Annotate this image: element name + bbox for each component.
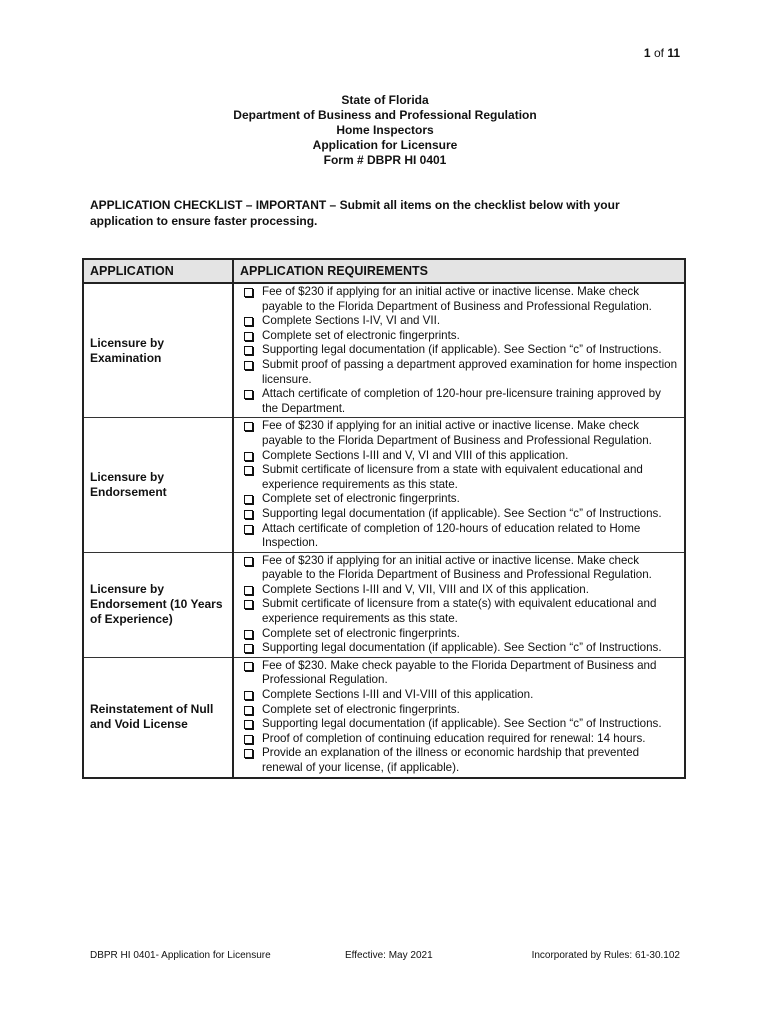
requirement-item	[238, 627, 680, 642]
requirements-cell	[233, 552, 685, 657]
requirement-text: Supporting legal documentation (if applicable). See Section “c” of Instructions.	[262, 717, 662, 731]
title-state: State of Florida	[341, 93, 429, 107]
requirement-text: Attach certificate of completion of 120-hours of education related to Home Inspection.	[262, 521, 641, 550]
checkbox-icon	[244, 466, 253, 475]
checkbox-icon	[244, 361, 253, 370]
requirements-cell	[233, 283, 685, 418]
title-application: Application for Licensure	[312, 138, 458, 152]
page-current: 1	[643, 46, 651, 60]
checkbox-icon	[244, 735, 253, 744]
checkbox-icon	[244, 706, 253, 715]
requirements-list	[238, 419, 680, 550]
requirement-item	[238, 419, 680, 448]
checkbox-icon	[244, 332, 253, 341]
application-type-label: Licensure by Examination	[83, 283, 233, 418]
checkbox-icon	[244, 452, 253, 461]
application-type-label: Licensure by Endorsement	[83, 418, 233, 552]
requirement-text: Complete set of electronic fingerprints.	[262, 626, 460, 640]
checkbox-icon	[244, 630, 253, 639]
requirement-text: Submit certificate of licensure from a state(s) with equivalent educational and experience requirements as this state.	[262, 597, 657, 626]
requirement-text: Fee of $230 if applying for an initial active or inactive license. Make check payable to the Florida Department of Business and Professional Regulation.	[262, 285, 652, 313]
checkbox-icon	[244, 557, 253, 566]
requirement-item	[238, 688, 680, 703]
footer-rules: Incorporated by Rules: 61-30.102	[531, 950, 680, 961]
requirement-item	[238, 554, 680, 583]
requirement-text: Complete Sections I-IV, VI and VII.	[262, 314, 441, 328]
requirements-list	[238, 554, 680, 656]
checkbox-icon	[244, 525, 253, 534]
requirement-text: Complete Sections I-III and V, VII, VIII and IX of this application.	[262, 582, 589, 596]
requirement-text: Submit proof of passing a department approved examination for home inspection licensure.	[262, 357, 678, 386]
requirement-item	[238, 285, 680, 314]
requirement-item	[238, 449, 680, 464]
requirement-item	[238, 641, 680, 656]
column-header-application: APPLICATION	[83, 259, 233, 283]
requirement-item	[238, 703, 680, 718]
checkbox-icon	[244, 691, 253, 700]
requirement-text: Fee of $230. Make check payable to the Florida Department of Business and Professional Regulation.	[262, 658, 657, 687]
requirement-item	[238, 329, 680, 344]
requirement-item	[238, 659, 680, 688]
form-title-block	[0, 93, 770, 168]
checkbox-icon	[244, 346, 253, 355]
table-row	[83, 657, 685, 777]
checkbox-icon	[244, 495, 253, 504]
application-type-label: Reinstatement of Null and Void License	[83, 657, 233, 777]
requirement-text: Fee of $230 if applying for an initial active or inactive license. Make check payable to the Florida Department of Business and Professional Regulation.	[262, 419, 652, 447]
requirement-text: Attach certificate of completion of 120-hour pre-licensure training approved by the Department.	[262, 387, 661, 415]
page-total: 11	[667, 46, 680, 60]
checkbox-icon	[244, 288, 253, 297]
table-header-row	[83, 259, 685, 283]
requirement-text: Fee of $230 if applying for an initial active or inactive license. Make check payable to the Florida Department of Business and Professional Regulation.	[262, 553, 652, 582]
requirement-text: Submit certificate of licensure from a state with equivalent educational and experience requirements as this state.	[262, 463, 643, 491]
application-type-label: Licensure by Endorsement (10 Years of Experience)	[83, 552, 233, 657]
checkbox-icon	[244, 390, 253, 399]
checkbox-icon	[244, 644, 253, 653]
checkbox-icon	[244, 586, 253, 595]
requirement-text: Supporting legal documentation (if applicable). See Section “c” of Instructions.	[262, 641, 662, 655]
requirement-text: Provide an explanation of the illness or economic hardship that prevented renewal of your license, (if applicable).	[262, 746, 640, 774]
requirement-text: Supporting legal documentation (if applicable). See Section “c” of Instructions.	[262, 506, 662, 520]
table-row	[83, 418, 685, 552]
page-of: of	[653, 46, 664, 60]
requirement-item	[238, 746, 680, 775]
requirement-text: Complete Sections I-III and V, VI and VIII of this application.	[262, 448, 569, 462]
requirements-list	[238, 285, 680, 416]
requirement-text: Complete set of electronic fingerprints.	[262, 328, 460, 342]
checkbox-icon	[244, 720, 253, 729]
requirements-cell	[233, 657, 685, 777]
table-row	[83, 552, 685, 657]
checkbox-icon	[244, 510, 253, 519]
requirement-item	[238, 583, 680, 598]
requirement-text: Complete set of electronic fingerprints.	[262, 702, 460, 716]
requirement-item	[238, 597, 680, 626]
checkbox-icon	[244, 422, 253, 431]
requirement-item	[238, 358, 680, 387]
checkbox-icon	[244, 749, 253, 758]
checklist-intro: APPLICATION CHECKLIST – IMPORTANT – Submit all items on the checklist below with your application to ensure faster processing.	[90, 198, 620, 228]
requirement-item	[238, 492, 680, 507]
checkbox-icon	[244, 600, 253, 609]
requirement-item	[238, 343, 680, 358]
requirement-item	[238, 314, 680, 329]
requirement-item	[238, 387, 680, 416]
footer-form-name: DBPR HI 0401- Application for Licensure	[90, 950, 271, 961]
requirement-item	[238, 507, 680, 522]
table-row	[83, 283, 685, 418]
page-number	[644, 46, 680, 60]
application-checklist-table	[82, 258, 686, 779]
requirements-cell	[233, 418, 685, 552]
requirement-text: Proof of completion of continuing education required for renewal: 14 hours.	[262, 731, 646, 745]
requirements-list	[238, 659, 680, 776]
checkbox-icon	[244, 662, 253, 671]
requirement-item	[238, 463, 680, 492]
requirement-item	[238, 717, 680, 732]
checkbox-icon	[244, 317, 253, 326]
requirement-text: Complete set of electronic fingerprints.	[262, 492, 460, 506]
footer-effective-date: Effective: May 2021	[345, 950, 433, 961]
title-profession: Home Inspectors	[336, 123, 434, 137]
title-form-number: Form # DBPR HI 0401	[323, 153, 447, 167]
requirement-item	[238, 522, 680, 551]
title-department: Department of Business and Professional Regulation	[233, 108, 537, 122]
requirement-text: Supporting legal documentation (if applicable). See Section “c” of Instructions.	[262, 343, 662, 357]
requirement-item	[238, 732, 680, 747]
requirement-text: Complete Sections I-III and VI-VIII of this application.	[262, 688, 534, 702]
column-header-requirements: APPLICATION REQUIREMENTS	[233, 259, 685, 283]
